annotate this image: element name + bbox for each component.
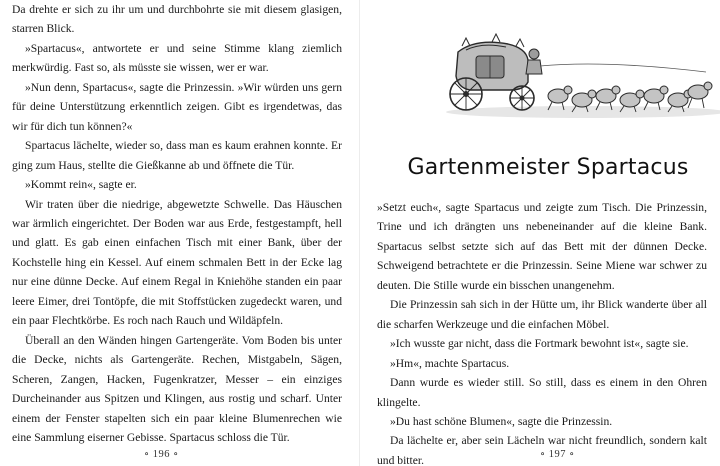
paragraph: Da lächelte er, aber sein Lächeln war nicht freundlich, sondern kalt und bitter. xyxy=(377,434,707,466)
paragraph: Wir traten über die niedrige, abgewetzte Schwelle. Das Häuschen war ärmlich eingerichtet. Der Boden war aus Erde, festgestampft, hell und glatt. Es gab einen einfachen Tisch mit einer Bank, über der Kochstelle hing ein Kessel. Auf einem schmalen Bett in der Ecke lag nur eine dünne Decke. Auf einem Regal in Kniehöhe standen ein paar leere Eimer, drei Tontöpfe, die mit Stoffstücken zugedeckt waren, und ein paar Flechtkörbe. Es roch nach Rauch und Wildäpfeln. xyxy=(12,197,342,328)
right-page-body xyxy=(377,198,707,466)
paragraph: »Ich wusste gar nicht, dass die Fortmark bewohnt ist«, sagte sie. xyxy=(390,337,689,351)
left-page-body xyxy=(12,0,342,447)
paragraph: Da drehte er sich zu ihr um und durchbohrte sie mit diesem glasigen, starren Blick. xyxy=(12,3,342,36)
paragraph: »Setzt euch«, sagte Spartacus und zeigte zum Tisch. Die Prinzessin, Trine und ich drängten uns nebeneinander auf die kleine Bank. Spartacus selbst setzte sich auf das Bett mit der dünnen Decke. Schweigend betrachtete er die Prinzessin. Seine Miene war schwer zu deuten. Die Stille wurde ein bisschen unangenehm. xyxy=(377,201,707,292)
paragraph: Spartacus lächelte, wieder so, dass man es kaum erahnen konnte. Er ging zum Haus, stellte die Gießkanne ab und öffnete die Tür. xyxy=(12,139,342,172)
page-number-left: ∘ 196 ∘ xyxy=(144,449,179,460)
page-number-right: ∘ 197 ∘ xyxy=(540,449,575,460)
chapter-title: Gartenmeister Spartacus xyxy=(407,155,689,180)
paragraph: Dann wurde es wieder still. So still, dass es einem in den Ohren klingelte. xyxy=(377,376,707,409)
paragraph: »Kommt rein«, sagte er. xyxy=(25,178,137,192)
paragraph: »Hm«, machte Spartacus. xyxy=(390,356,510,370)
carriage-pulled-by-mice-icon xyxy=(436,30,720,122)
paragraph: Überall an den Wänden hingen Gartengeräte. Vom Boden bis unter die Decke, nichts als Gartengeräte. Rechen, Mistgabeln, Sägen, Scheren, Zangen, Hacken, Fugenkratzer, Messer – ein einziges Durcheinander aus Spitzen und Klingen, aus rostig und scharf. Unter einem der Fenster stapelten sich ein paar kleine Blumenrechen wie eine Sammlung eiserner Gebisse. Spartacus schloss die Tür. xyxy=(12,333,342,444)
paragraph: Die Prinzessin sah sich in der Hütte um, ihr Blick wanderte über all die scharfen Werkzeuge und die einfachen Möbel. xyxy=(377,298,707,331)
paragraph: »Du hast schöne Blumen«, sagte die Prinzessin. xyxy=(390,414,613,428)
paragraph: »Spartacus«, antwortete er und seine Stimme klang ziemlich merkwürdig. Fast so, als müsste sie wissen, wer er war. xyxy=(12,41,342,75)
paragraph: »Nun denn, Spartacus«, sagte die Prinzessin. »Wir würden uns gern für deine Unterstützung erkenntlich zeigen. Gibt es irgendetwas, das wir für dich tun können?« xyxy=(12,80,342,133)
